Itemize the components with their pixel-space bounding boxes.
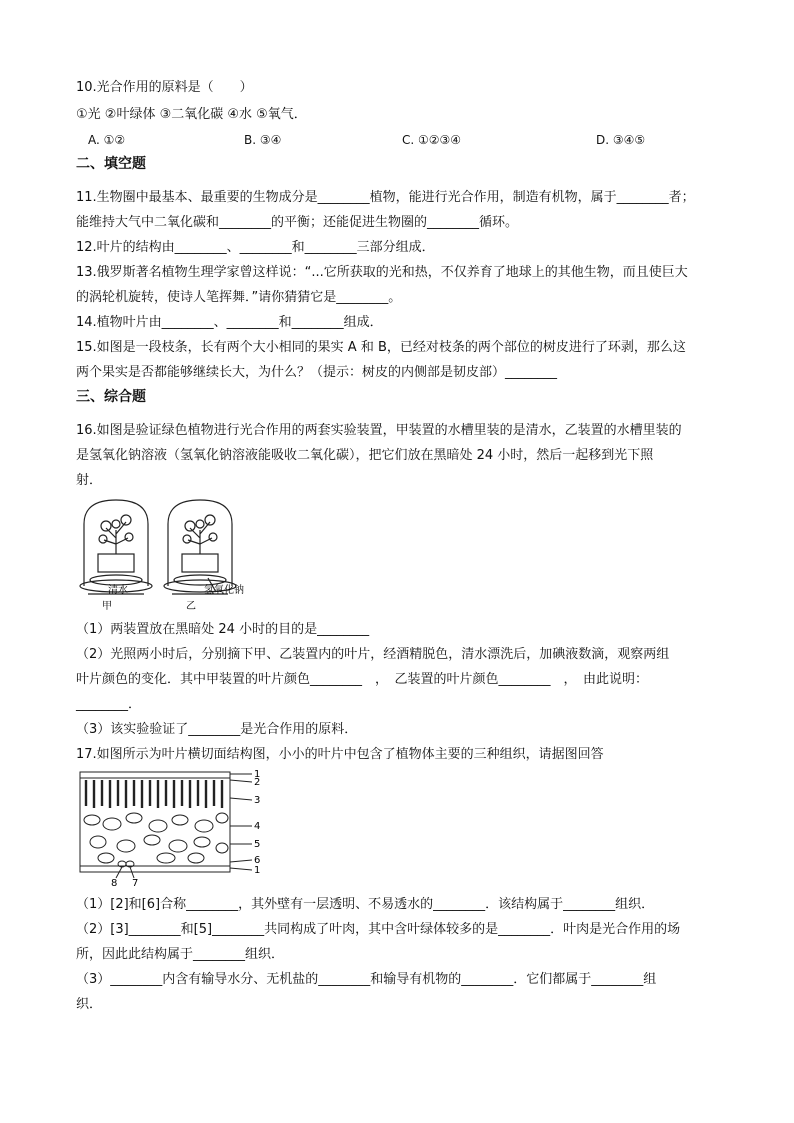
q17-sub-2-line-1: （2）[3]________和[5]________共同构成了叶肉，其中含叶绿体较多的是________．叶肉是光合作用的场 bbox=[76, 922, 681, 937]
q17-sub-1: （1）[2]和[6]合称________，其外壁有一层透明、不易透水的________．该结构属于________组织． bbox=[76, 897, 655, 912]
label-yi: 乙 bbox=[186, 601, 196, 612]
q16-line-2: 是氢氧化钠溶液（氢氧化钠溶液能吸收二氧化碳），把它们放在黑暗处 24 小时，然后一起移到光下照 bbox=[76, 448, 654, 463]
q17-sub-3-line-1: （3）________内含有输导水分、无机盐的________和输导有机物的________．它们都属于________组 bbox=[76, 972, 657, 987]
apparatus-jia bbox=[80, 500, 152, 594]
leaf-label-3: 3 bbox=[254, 795, 261, 806]
bell-jar-apparatus-figure bbox=[76, 494, 256, 614]
q17-line-1: 17.如图所示为叶片横切面结构图，小小的叶片中包含了植物体主要的三种组织，请据图回答 bbox=[76, 747, 604, 762]
q17-sub-3-line-2: 织． bbox=[76, 997, 103, 1012]
q16-sub-2-line-2: 叶片颜色的变化．其中甲装置的叶片颜色________ ， 乙装置的叶片颜色________ ， 由此说明： bbox=[76, 672, 649, 687]
q16-line-3: 射． bbox=[76, 473, 103, 488]
leaf-cross-section-figure bbox=[76, 768, 266, 888]
q13-line-2: 的涡轮机旋转，使诗人笔挥舞．”请你猜猜它是________。 bbox=[76, 290, 402, 305]
q10-stem: 10.光合作用的原料是（ ） bbox=[76, 80, 253, 95]
leaf-label-7: 7 bbox=[132, 878, 139, 888]
q15-line-1: 15.如图是一段枝条，长有两个大小相同的果实 A 和 B，已经对枝条的两个部位的树皮进行了环剥，那么这 bbox=[76, 340, 686, 355]
q16-sub-2-line-1: （2）光照两小时后，分别摘下甲、乙装置内的叶片，经酒精脱色，清水漂洗后，加碘液数滴，观察两组 bbox=[76, 647, 670, 662]
q14-line-1: 14.植物叶片由________、________和________组成． bbox=[76, 315, 383, 330]
leaf-label-4: 4 bbox=[254, 821, 261, 832]
leaf-label-6: 6 bbox=[254, 855, 261, 866]
spongy-layer bbox=[84, 813, 228, 863]
palisade-layer bbox=[86, 780, 222, 808]
q10-option-c: C. ①②③④ bbox=[402, 133, 462, 147]
q16-sub-3: （3）该实验验证了________是光合作用的原料． bbox=[76, 722, 358, 737]
q16-sub-2-line-3: ________． bbox=[76, 697, 142, 712]
q11-line-1: 11.生物圈中最基本、最重要的生物成分是________植物，能进行光合作用，制造有机物，属于________者； bbox=[76, 190, 695, 205]
q10-option-d: D. ③④⑤ bbox=[596, 133, 646, 147]
apparatus-yi bbox=[164, 500, 236, 594]
q17-sub-2-line-2: 所，因此此结构属于________组织． bbox=[76, 947, 285, 962]
q10-items: ①光 ②叶绿体 ③二氧化碳 ④水 ⑤氧气． bbox=[76, 107, 307, 122]
q16-sub-1: （1）两装置放在黑暗处 24 小时的目的是________ bbox=[76, 622, 370, 637]
q16-line-1: 16.如图是验证绿色植物进行光合作用的两套实验装置，甲装置的水槽里装的是清水，乙装置的水槽里装的 bbox=[76, 423, 682, 438]
label-jia: 甲 bbox=[102, 601, 112, 612]
q10-option-b: B. ③④ bbox=[244, 133, 282, 147]
q10-option-a: A. ①② bbox=[88, 133, 126, 147]
label-water: 清水 bbox=[108, 585, 128, 596]
q13-line-1: 13.俄罗斯著名植物生理学家曾这样说：“...它所获取的光和热，不仅养育了地球上的其他生物，而且使巨大 bbox=[76, 265, 688, 280]
label-naoh: 氢氧化钠 bbox=[204, 585, 244, 596]
leaf-label-1-bottom: 1 bbox=[254, 865, 261, 876]
q12-line-1: 12.叶片的结构由________、________和________三部分组成． bbox=[76, 240, 435, 255]
leaf-label-5: 5 bbox=[254, 839, 261, 850]
q15-line-2: 两个果实是否都能够继续长大，为什么？（提示：树皮的内侧部是韧皮部）________ bbox=[76, 365, 558, 380]
q11-line-2: 能维持大气中二氧化碳和________的平衡；还能促进生物圈的________循环。 bbox=[76, 215, 519, 230]
leaf-label-8: 8 bbox=[111, 878, 118, 888]
leaf-label-1-top: 1 bbox=[254, 769, 261, 780]
section-fill-in-title: 二、填空题 bbox=[76, 156, 146, 172]
section-comprehensive-title: 三、综合题 bbox=[76, 389, 146, 405]
leaf-label-2: 2 bbox=[254, 777, 261, 788]
